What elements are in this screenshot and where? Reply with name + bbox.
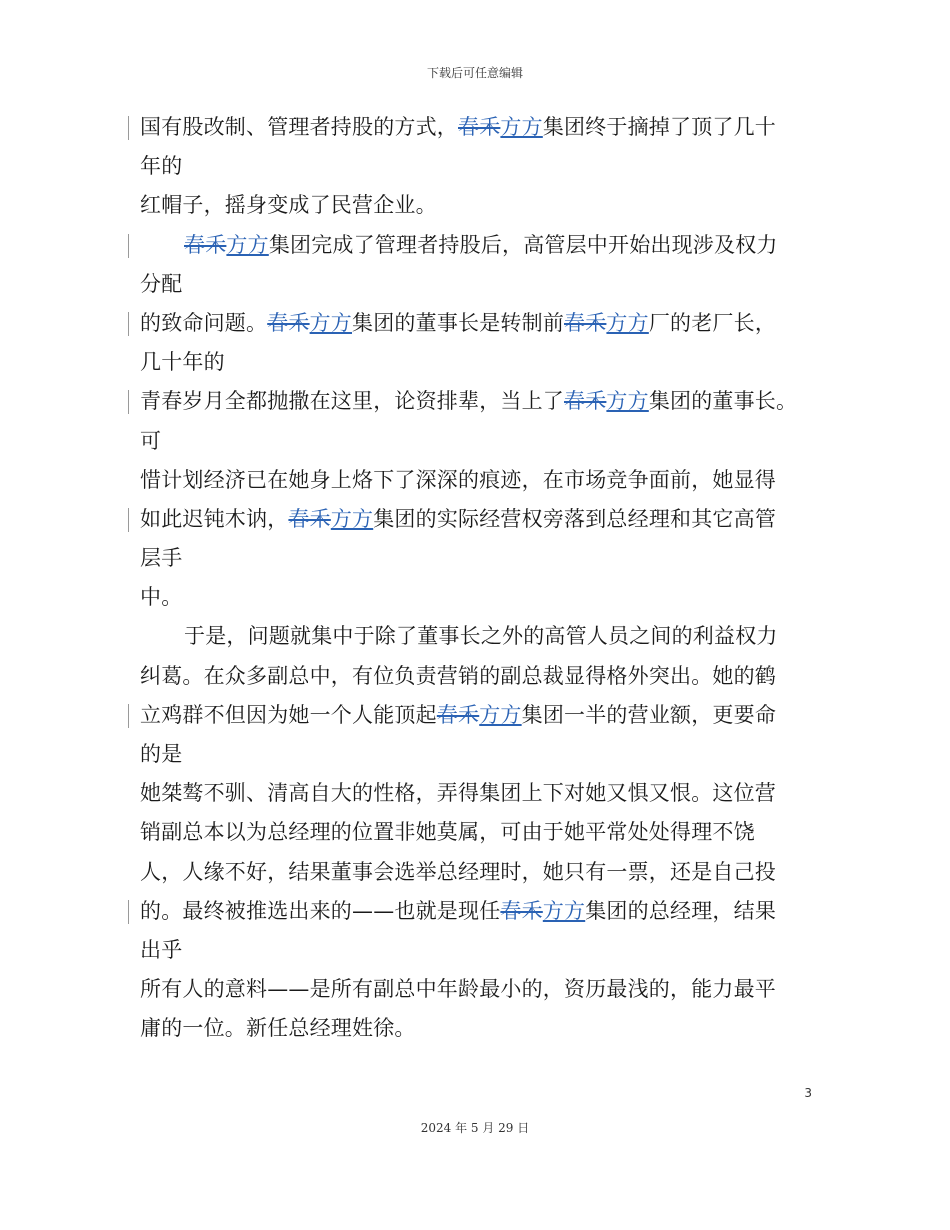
text-run: 国有股改制、管理者持股的方式， <box>140 115 458 139</box>
text-run: 集团的实际经营权旁落到总经理和其它高管 <box>373 506 777 531</box>
text-line: 中。 <box>140 585 183 610</box>
inserted-text: 方方 <box>542 898 586 923</box>
page-number: 3 <box>804 1086 812 1100</box>
text-line <box>140 304 820 343</box>
text-line <box>140 892 820 931</box>
text-line: 于是，问题就集中于除了董事长之外的高管人员之间的利益权力 <box>184 624 778 649</box>
text-line: 她桀骜不驯、清高自大的性格，弄得集团上下对她又惧又恨。这位营 <box>140 781 776 806</box>
text-line: 庸的一位。新任总经理姓徐。 <box>140 1016 416 1041</box>
deleted-text: 春禾 <box>564 389 607 414</box>
text-run: 厂的老厂长， <box>648 310 777 335</box>
change-bar <box>128 390 129 414</box>
text-run: 立鸡群不但因为她一个人能顶起 <box>140 702 437 727</box>
page-header: 下载后可任意编辑 <box>426 66 523 80</box>
text-line <box>140 696 820 735</box>
text-run: 集团终于摘掉了顶了几十 <box>542 115 777 139</box>
inserted-text: 方方 <box>330 506 374 531</box>
change-bar <box>128 312 129 336</box>
document-body <box>140 108 820 1049</box>
deleted-text: 春禾 <box>564 310 607 335</box>
text-line: 层手 <box>140 546 183 571</box>
inserted-text: 方方 <box>606 389 649 414</box>
change-bar <box>128 234 129 258</box>
change-bar <box>128 116 129 140</box>
text-line <box>140 226 820 265</box>
text-run: 青春岁月全都抛撒在这里，论资排辈，当上了 <box>140 389 564 414</box>
inserted-text: 方方 <box>309 310 353 335</box>
text-run: 集团完成了管理者持股后，高管层中开始出现涉及权力 <box>268 232 778 257</box>
text-line: 几十年的 <box>140 350 225 375</box>
page-footer-date: 2024 年 5 月 29 日 <box>420 1121 530 1135</box>
change-bar <box>128 900 129 924</box>
text-line: 所有人的意料——是所有副总中年龄最小的，资历最浅的，能力最平 <box>140 977 776 1002</box>
deleted-text: 春禾 <box>458 115 501 139</box>
text-run: 如此迟钝木讷， <box>140 506 289 531</box>
deleted-text: 春禾 <box>288 506 331 531</box>
text-line <box>140 500 820 539</box>
text-line: 可 <box>140 428 162 453</box>
text-line: 销副总本以为总经理的位置非她莫属，可由于她平常处处得理不饶 <box>140 820 755 845</box>
inserted-text: 方方 <box>226 232 269 257</box>
deleted-text: 春禾 <box>184 232 227 257</box>
text-line: 出乎 <box>140 937 183 962</box>
inserted-text: 方方 <box>479 702 522 727</box>
text-run: 集团一半的营业额，更要命 <box>521 702 777 727</box>
inserted-text: 方方 <box>500 115 543 139</box>
text-line: 纠葛。在众多副总中，有位负责营销的副总裁显得格外突出。她的鹤 <box>140 663 776 688</box>
text-line: 的是 <box>140 742 183 766</box>
text-run: 集团的总经理，结果 <box>585 898 777 923</box>
deleted-text: 春禾 <box>500 898 543 923</box>
text-line: 年的 <box>140 154 183 179</box>
text-line: 分配 <box>140 271 183 296</box>
text-run: 的。最终被推选出来的——也就是现任 <box>140 898 501 923</box>
text-line <box>140 382 820 421</box>
change-bar <box>128 508 129 532</box>
text-run: 集团的董事长是转制前 <box>352 310 565 335</box>
text-line: 红帽子，摇身变成了民营企业。 <box>140 193 437 218</box>
text-line: 惜计划经济已在她身上烙下了深深的痕迹，在市场竞争面前，她显得 <box>140 467 776 492</box>
change-bar <box>128 704 129 728</box>
deleted-text: 春禾 <box>436 702 480 727</box>
text-line <box>140 108 820 147</box>
deleted-text: 春禾 <box>267 310 310 335</box>
text-run: 集团的董事长。 <box>648 389 798 414</box>
inserted-text: 方方 <box>606 310 649 335</box>
text-line: 人，人缘不好，结果董事会选举总经理时，她只有一票，还是自己投 <box>140 859 776 884</box>
text-run: 的致命问题。 <box>140 310 268 335</box>
